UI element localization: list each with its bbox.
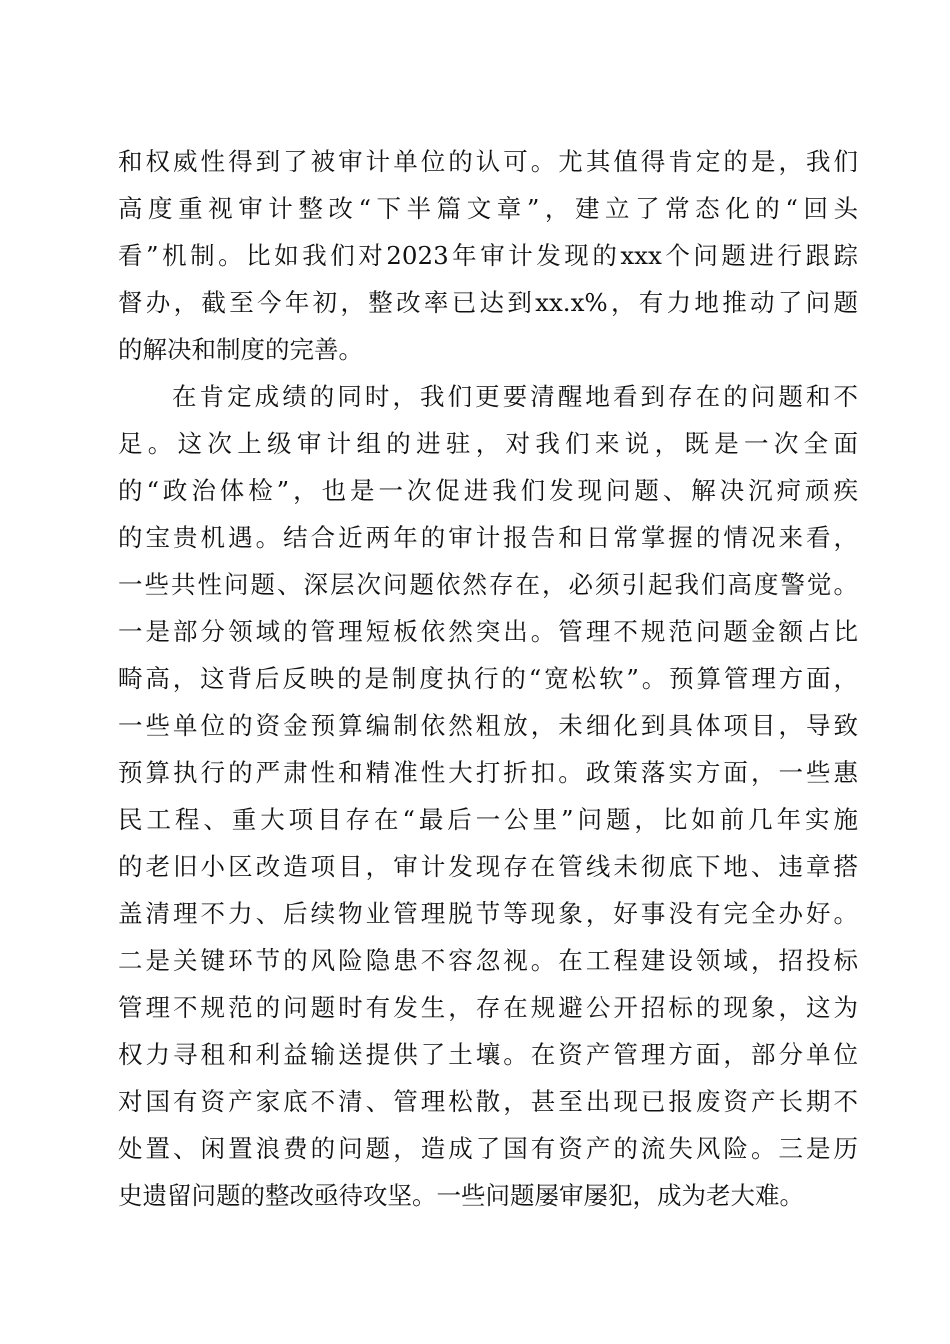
text-line: 二是关键环节的风险隐患不容忽视。在工程建设领域，招投标 <box>118 946 858 975</box>
text-line: 的解决和制度的完善。 <box>118 335 363 364</box>
text-line: 一是部分领域的管理短板依然突出。管理不规范问题金额占比 <box>118 617 858 646</box>
text-line: 畸高，这背后反映的是制度执行的“宽松软”。预算管理方面， <box>118 664 858 693</box>
text-line: 的宝贵机遇。结合近两年的审计报告和日常掌握的情况来看， <box>118 523 858 552</box>
text-line: 处置、闲置浪费的问题，造成了国有资产的流失风险。三是历 <box>118 1134 858 1163</box>
text-line: 对国有资产家底不清、管理松散，甚至出现已报废资产长期不 <box>118 1087 858 1116</box>
text-line: 的老旧小区改造项目，审计发现存在管线未彻底下地、违章搭 <box>118 852 858 881</box>
text-line: 看”机制。比如我们对2023年审计发现的xxx个问题进行跟踪 <box>118 241 858 270</box>
text-line: 盖清理不力、后续物业管理脱节等现象，好事没有完全办好。 <box>118 899 858 928</box>
text-line: 预算执行的严肃性和精准性大打折扣。政策落实方面，一些惠 <box>118 758 858 787</box>
paragraph-1 <box>118 138 858 373</box>
text-line: 史遗留问题的整改亟待攻坚。一些问题屡审屡犯，成为老大难。 <box>118 1181 804 1210</box>
text-line: 一些共性问题、深层次问题依然存在，必须引起我们高度警觉。 <box>118 570 858 599</box>
text-line: 和权威性得到了被审计单位的认可。尤其值得肯定的是，我们 <box>118 147 858 176</box>
body-text <box>118 138 858 1219</box>
text-line: 督办，截至今年初，整改率已达到xx.x%，有力地推动了问题 <box>118 288 858 317</box>
text-line: 民工程、重大项目存在“最后一公里”问题，比如前几年实施 <box>118 805 858 834</box>
text-line: 一些单位的资金预算编制依然粗放，未细化到具体项目，导致 <box>118 711 858 740</box>
text-line: 权力寻租和利益输送提供了土壤。在资产管理方面，部分单位 <box>118 1040 858 1069</box>
text-line: 管理不规范的问题时有发生，存在规避公开招标的现象，这为 <box>118 993 858 1022</box>
text-line: 的“政治体检”，也是一次促进我们发现问题、解决沉疴顽疾 <box>118 476 858 505</box>
text-line: 高度重视审计整改“下半篇文章”，建立了常态化的“回头 <box>118 194 858 223</box>
text-line: 在肯定成绩的同时，我们更要清醒地看到存在的问题和不 <box>172 382 858 411</box>
paragraph-2 <box>118 373 858 1219</box>
text-line: 足。这次上级审计组的进驻，对我们来说，既是一次全面 <box>118 429 858 458</box>
